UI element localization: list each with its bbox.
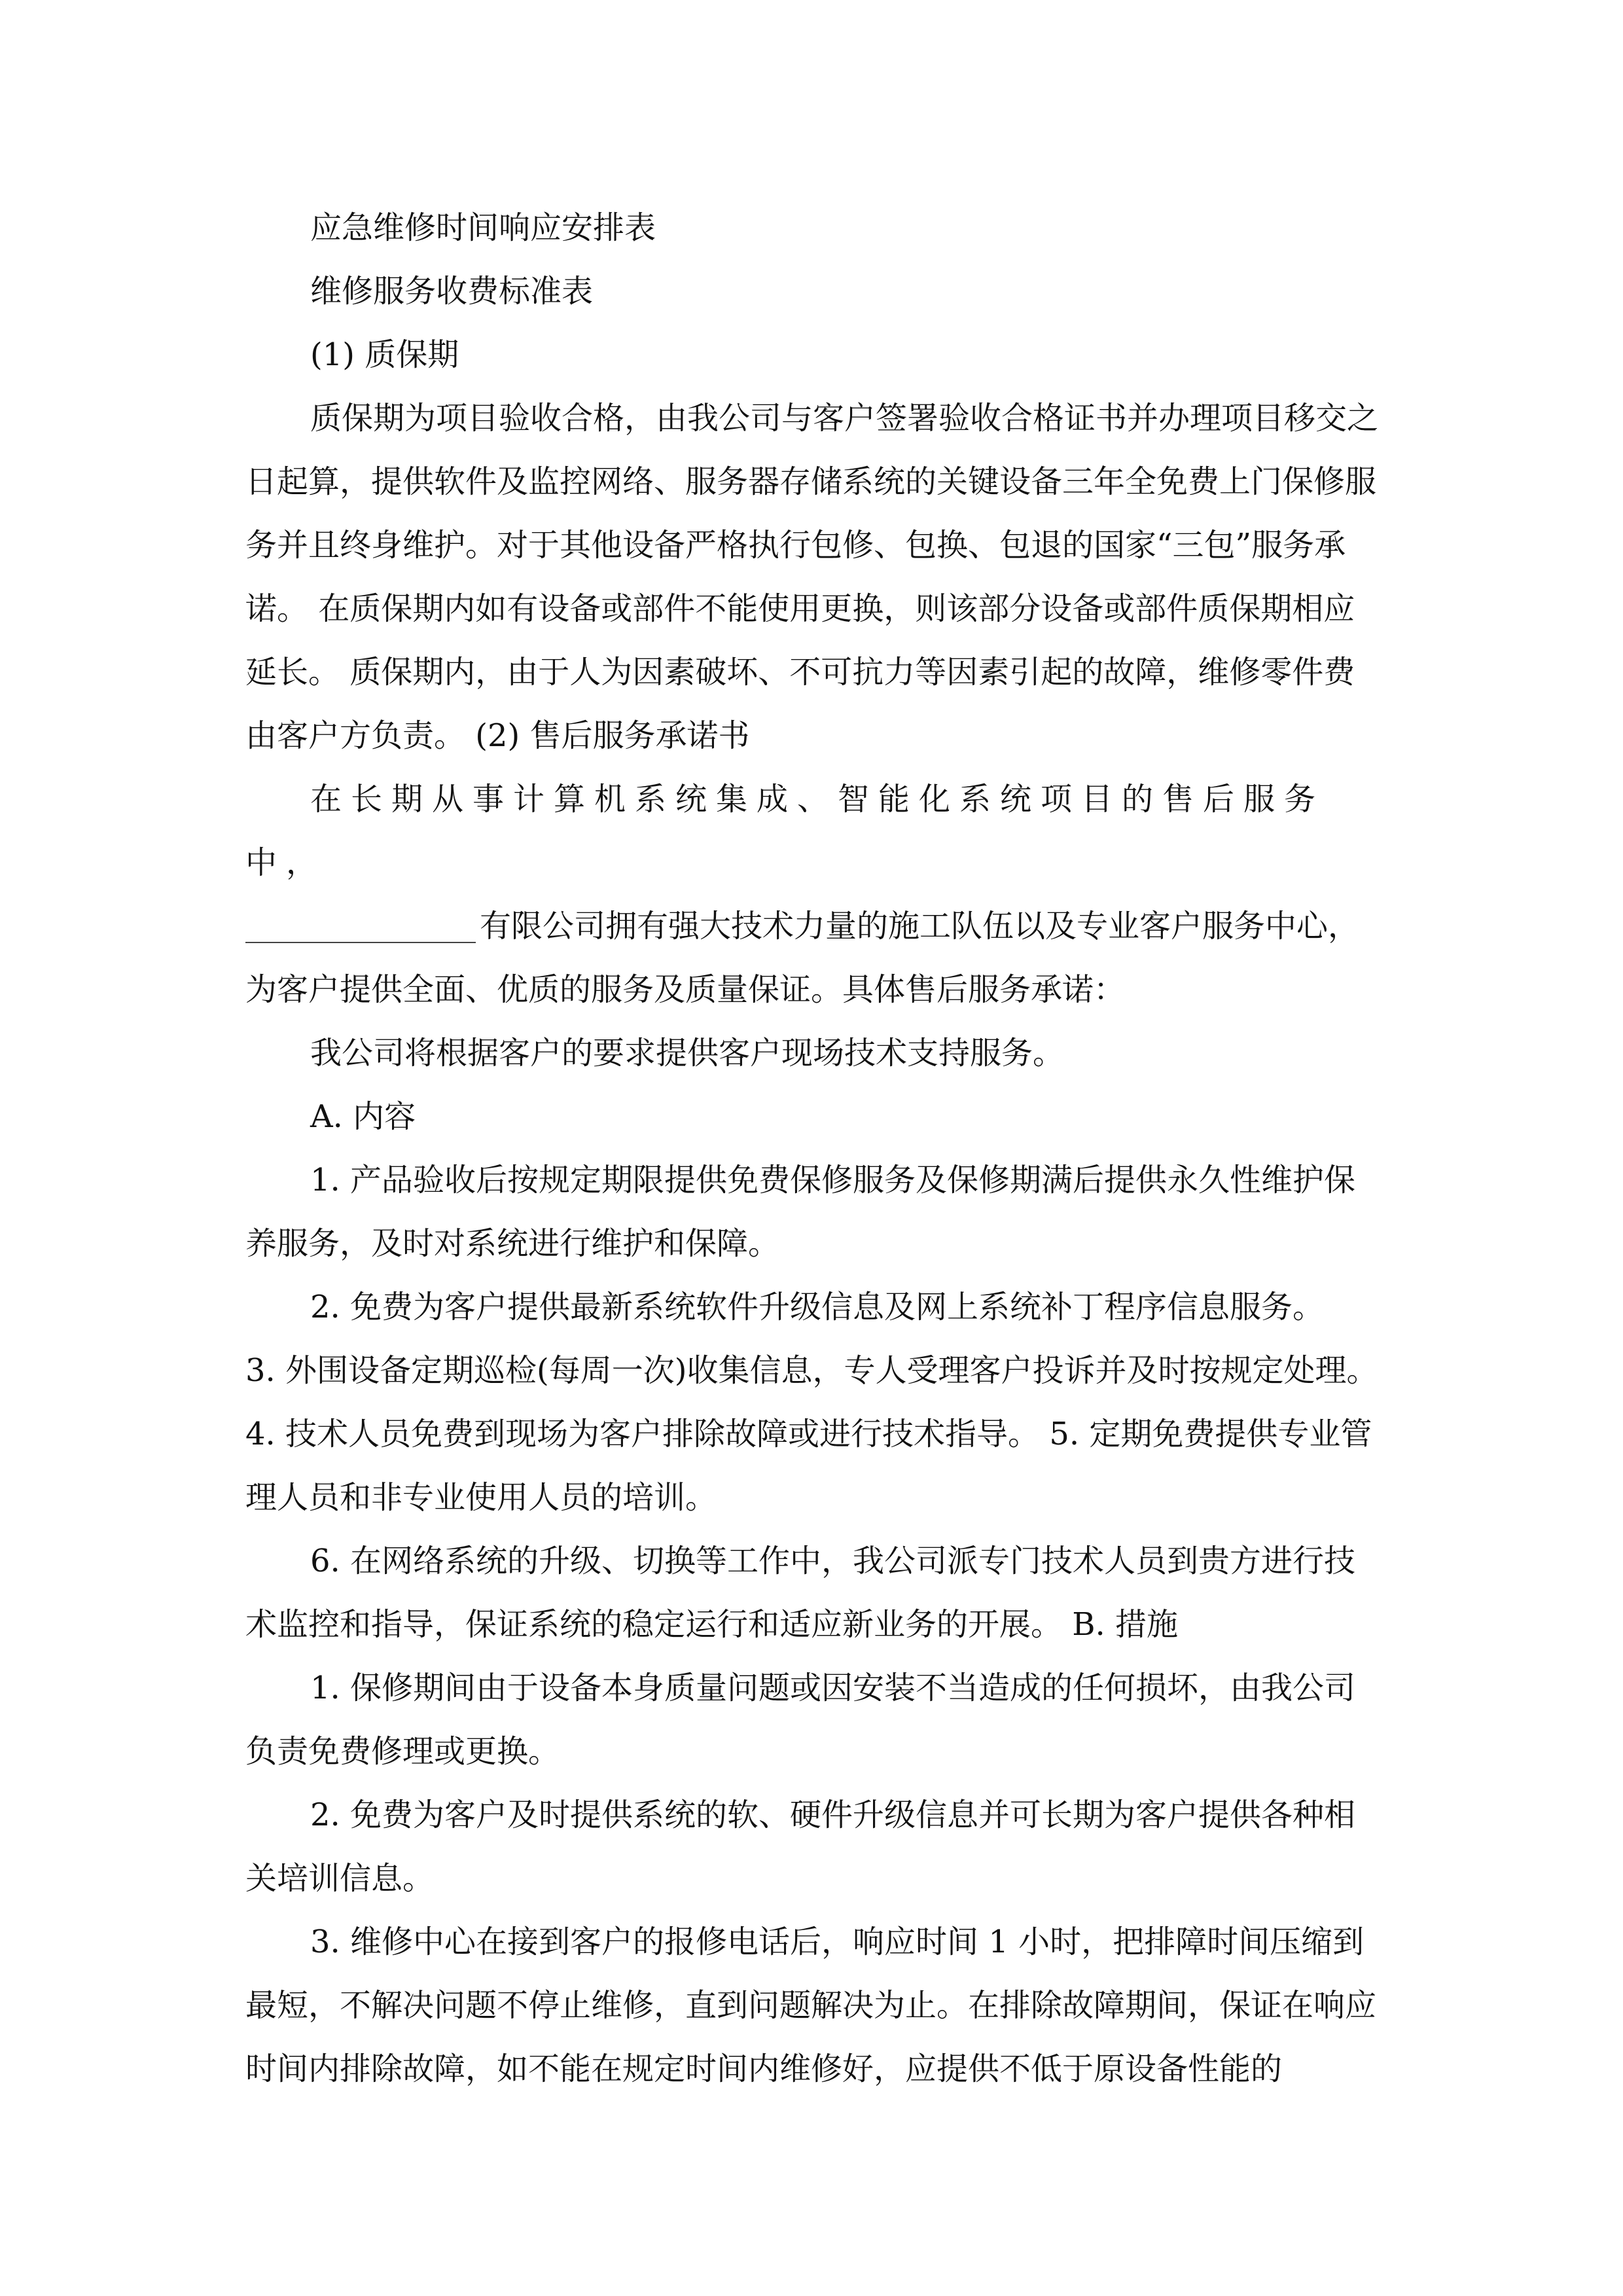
list-item-measure-2: 2. 免费为客户及时提供系统的软、硬件升级信息并可长期为客户提供各种相关培训信息。 [245, 1797, 1356, 1897]
heading-response-schedule: 应急维修时间响应安排表 [310, 209, 656, 246]
list-item-content-2: 2. 免费为客户提供最新系统软件升级信息及网上系统补丁程序信息服务。 [310, 1289, 1325, 1325]
paragraph-after-sales-intro: 在长期从事计算机系统集成、智能化系统项目的售后服务中， [245, 781, 1325, 881]
section-content-title: A. 内容 [310, 1098, 416, 1135]
company-name-blank [245, 910, 476, 943]
list-item-content-3-5: 3. 外围设备定期巡检(每周一次)收集信息，专人受理客户投诉并及时按规定处理。 4. 技术人员免费到现场为客户排除故障或进行技术指导。 5. 定期免费提供专业管理人员和非专业使用人员的培训。 [245, 1352, 1378, 1516]
paragraph-onsite-support: 我公司将根据客户的要求提供客户现场技术支持服务。 [310, 1035, 1065, 1071]
paragraph-company-commitment [245, 895, 1381, 1022]
list-item-measure-3: 3. 维修中心在接到客户的报修电话后，响应时间 1 小时，把排障时间压缩到最短，不解决问题不停止维修，直到问题解决为止。在排除故障期间，保证在响应时间内排除故障，如不能在规定时间内维修好，应提供不低于原设备性能的 [245, 1924, 1377, 2087]
list-item-measure-1: 1. 保修期间由于设备本身质量问题或因安装不当造成的任何损坏，由我公司负责免费修理或更换。 [245, 1670, 1356, 1770]
list-item-content-6: 6. 在网络系统的升级、切换等工作中，我公司派专门技术人员到贵方进行技术监控和指导，保证系统的稳定运行和适应新业务的开展。 B. 措施 [245, 1543, 1356, 1643]
heading-fee-standard: 维修服务收费标准表 [310, 273, 594, 310]
document-body [245, 196, 1381, 2101]
company-commitment-text: 有限公司拥有强大技术力量的施工队伍以及专业客户服务中心，为客户提供全面、优质的服务及质量保证。具体售后服务承诺： [245, 908, 1360, 1008]
list-item-content-1: 1. 产品验收后按规定期限提供免费保修服务及保修期满后提供永久性维护保养服务，及时对系统进行维护和保障。 [245, 1162, 1356, 1262]
paragraph-warranty: 质保期为项目验收合格，由我公司与客户签署验收合格证书并办理项目移交之日起算，提供软件及监控网络、服务器存储系统的关键设备三年全免费上门保修服务并且终身维护。对于其他设备严格执行包修、包换、包退的国家“三包”服务承诺。 在质保期内如有设备或部件不能使用更换，则该部分设备或部件质保期相应延长。 质保期内，由于人为因素破坏、不可抗力等因素引起的故障，维修零件费由客户方负责。 (2) 售后服务承诺书 [245, 400, 1379, 754]
section-warranty-title: (1) 质保期 [310, 336, 459, 373]
